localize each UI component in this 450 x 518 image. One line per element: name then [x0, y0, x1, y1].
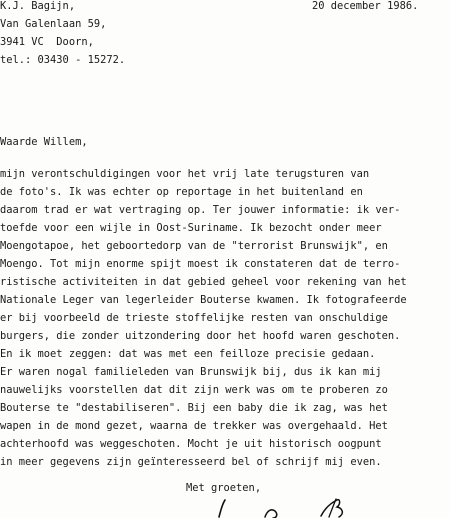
body-line: Nationale Leger van legerleider Bouterse kwamen. Ik fotografeerde: [0, 294, 407, 306]
body-line: nauwelijks voorstellen dat dit zijn werk was om te proberen zo: [0, 384, 388, 396]
body-line: burgers, die zonder uitzondering door het hoofd waren geschoten.: [0, 330, 401, 342]
sender-city: 3941 VC Doorn,: [0, 36, 94, 48]
body-line: wapen in de mond gezet, waarna de trekker was overgehaald. Het: [0, 420, 388, 432]
body-line: de foto's. Ik was echter op reportage in het buitenland en: [0, 186, 363, 198]
closing: Met groeten,: [186, 482, 262, 494]
body-line: ristische activiteiten in dat gebied geheel voor rekening van het: [0, 276, 407, 288]
body-line: Bouterse te "destabiliseren". Bij een baby die ik zag, was het: [0, 402, 388, 414]
body-line: Moengo. Tot mijn enorme spijt moest ik constateren dat de terro-: [0, 258, 401, 270]
body-line: toefde voor een wijle in Oost-Suriname. Ik bezocht onder meer: [0, 222, 382, 234]
body-line: in meer gegevens zijn geïnteresseerd bel of schrijf mij even.: [0, 456, 382, 468]
body-line: achterhoofd was weggeschoten. Mocht je uit historisch oogpunt: [0, 438, 382, 450]
body-line: Er waren nogal familieleden van Brunswijk bij, dus ik kan mij: [0, 366, 382, 378]
sender-name: K.J. Bagijn,: [0, 0, 76, 12]
body-line: Moengotapoe, het geboortedorp van de "terrorist Brunswijk", en: [0, 240, 388, 252]
body-line: daarom trad er wat vertraging op. Ter jouwer informatie: ik ver-: [0, 204, 401, 216]
handwritten-signature: [205, 497, 375, 518]
body-line: En ik moet zeggen: dat was met een feilloze precisie gedaan.: [0, 348, 376, 360]
letter-date: 20 december 1986.: [312, 0, 419, 12]
body-line: mijn verontschuldigingen voor het vrij late terugsturen van: [0, 168, 370, 180]
sender-phone: tel.: 03430 - 15272.: [0, 54, 126, 66]
body-line: er bij voorbeeld de trieste stoffelijke resten van onschuldige: [0, 312, 388, 324]
sender-street: Van Galenlaan 59,: [0, 18, 107, 30]
salutation: Waarde Willem,: [0, 136, 88, 148]
